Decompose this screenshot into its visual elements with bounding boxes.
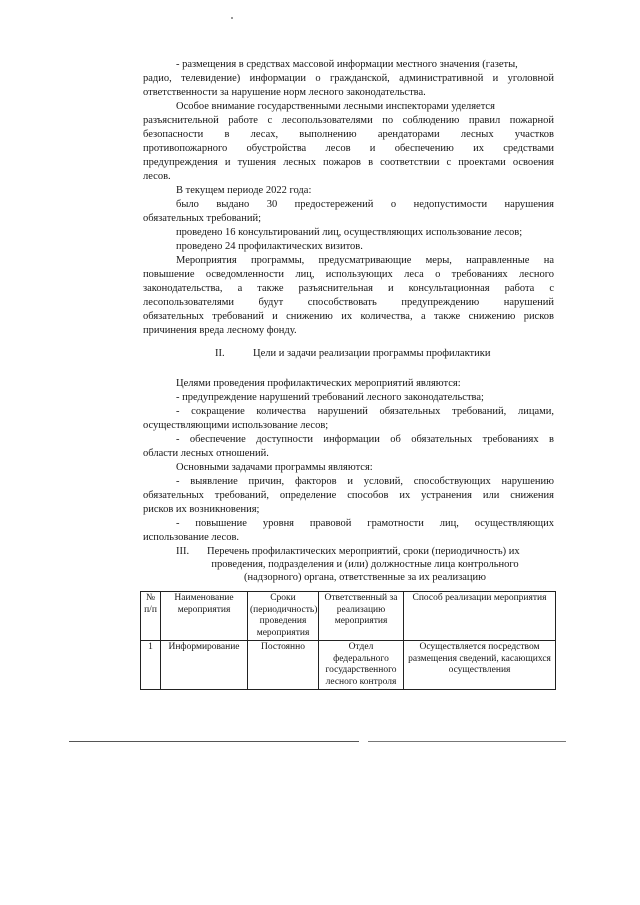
text-line: повышение осведомленности лиц, использующих леса о требованиях лесного [143, 269, 554, 280]
cell-method: Осуществляется посредством размещения сведений, касающихся осуществления [404, 641, 556, 690]
text-line: обязательных требований; [143, 213, 261, 224]
text-line: обязательных требований, определение способов их устранения или снижения [143, 490, 554, 501]
text-line: Мероприятия программы, предусматривающие меры, направленные на [176, 255, 554, 266]
text-line: - повышение уровня правовой грамотности лиц, осуществляющих [176, 518, 554, 529]
text-line: лесопользователями будут способствовать предупреждению нарушений [143, 297, 554, 308]
header-name: Наименование мероприятия [161, 592, 248, 641]
text-line: рисков их возникновения; [143, 504, 260, 515]
text-line: лесов. [143, 171, 171, 182]
scan-line [368, 741, 566, 742]
text-line: безопасности в лесах, выполнению арендаторами лесных участков [143, 129, 554, 140]
cell-period: Постоянно [248, 641, 319, 690]
text-line: проведено 24 профилактических визитов. [176, 241, 363, 252]
text-line: радио, телевидение) информации о гражданской, административной и уголовной [143, 73, 554, 84]
text-line: разъяснительной работе с лесопользователями по соблюдению правил пожарной [143, 115, 554, 126]
text-line: причинения вреда лесному фонду. [143, 325, 297, 336]
cell-responsible: Отдел федерального государственного лесного контроля [319, 641, 404, 690]
header-period: Сроки (периодичность) проведения мероприятия [248, 592, 319, 641]
cell-name: Информирование [161, 641, 248, 690]
text-line: Особое внимание государственными лесными инспекторами уделяется [176, 101, 495, 112]
section-number: III. [176, 546, 190, 557]
section-title-line: Перечень профилактических мероприятий, сроки (периодичность) их [207, 546, 520, 557]
header-responsible: Ответственный за реализацию мероприятия [319, 592, 404, 641]
text-line: Основными задачами программы являются: [176, 462, 373, 473]
text-line: ответственности за нарушение норм лесного законодательства. [143, 87, 426, 98]
section-title: Цели и задачи реализации программы профилактики [253, 348, 491, 359]
text-line: Целями проведения профилактических мероприятий являются: [176, 378, 461, 389]
text-line: законодательства, а также разъяснительная и консультационная работа с [143, 283, 554, 294]
text-line: - размещения в средствах массовой информации местного значения (газеты, [176, 59, 518, 70]
scan-line [69, 741, 359, 742]
text-line: осуществляющими использование лесов; [143, 420, 329, 431]
text-line: обязательных требований и снижению их количества, а также снижению рисков [143, 311, 554, 322]
text-line: области лесных отношений. [143, 448, 269, 459]
header-method: Способ реализации мероприятия [404, 592, 556, 641]
section-title-line: проведения, подразделения и (или) должностные лица контрольного [211, 559, 519, 570]
text-line: предупреждения и тушения лесных пожаров в соответствии с проектами освоения [143, 157, 554, 168]
measures-table [140, 591, 556, 690]
text-line: - сокращение количества нарушений обязательных требований, лицами, [176, 406, 554, 417]
text-line: - обеспечение доступности информации об обязательных требованиях в [176, 434, 554, 445]
text-line: проведено 16 консультирований лиц, осуществляющих использование лесов; [176, 227, 523, 238]
scan-speck [231, 17, 233, 19]
section-title-line: (надзорного) органа, ответственные за их реализацию [244, 572, 486, 583]
table-row [141, 641, 556, 690]
table-header-row [141, 592, 556, 641]
cell-number: 1 [141, 641, 161, 690]
text-line: противопожарного обустройства лесов и обеспечению их средствами [143, 143, 554, 154]
text-line: - предупреждение нарушений требований лесного законодательства; [176, 392, 484, 403]
section-number: II. [215, 348, 225, 359]
header-number: № п/п [141, 592, 161, 641]
text-line: было выдано 30 предостережений о недопустимости нарушения [176, 199, 554, 210]
text-line: использование лесов. [143, 532, 240, 543]
text-line: - выявление причин, факторов и условий, способствующих нарушению [176, 476, 554, 487]
text-line: В текущем периоде 2022 года: [176, 185, 312, 196]
